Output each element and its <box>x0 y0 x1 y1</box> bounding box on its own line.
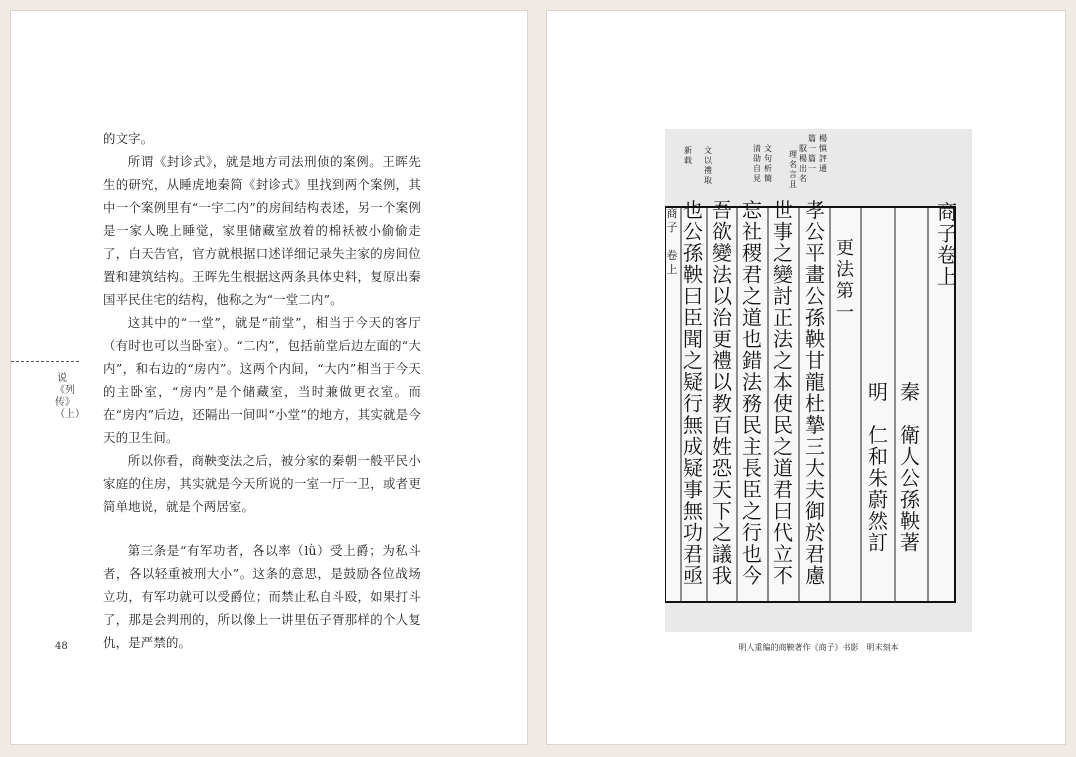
scan-note-glyph: 句 <box>764 154 772 163</box>
scan-note-glyph: 簡 <box>764 174 772 183</box>
scan-glyph: 大 <box>805 456 825 480</box>
scan-marginal-note <box>798 144 807 183</box>
scan-glyph: 民 <box>742 413 762 437</box>
scan-note-glyph: 文 <box>764 144 772 153</box>
scan-glyph: 道 <box>742 305 762 330</box>
scan-glyph: 變 <box>773 262 793 287</box>
scan-glyph: 於 <box>805 520 825 545</box>
scan-note-glyph: 清 <box>753 144 761 153</box>
scan-text-column <box>836 238 855 324</box>
scan-glyph: 稷 <box>742 241 762 265</box>
scan-note-glyph: 以 <box>704 156 712 165</box>
scan-note-glyph: 理 <box>789 150 797 159</box>
scan-glyph: 孫 <box>805 305 825 330</box>
scan-note-glyph: 且 <box>789 180 797 189</box>
scan-note-glyph: 篇 <box>808 134 816 143</box>
scan-glyph: 鞅 <box>683 262 703 287</box>
scan-glyph: 鞅 <box>900 509 920 533</box>
scan-text-column <box>937 200 957 289</box>
scan-note-glyph: 名 <box>799 174 807 183</box>
scan-glyph: 之 <box>683 348 703 373</box>
scan-glyph: 成 <box>683 434 703 459</box>
scan-glyph: 正 <box>773 305 793 330</box>
scan-glyph: 朱 <box>868 466 888 490</box>
scan-glyph: 治 <box>712 305 732 330</box>
scan-glyph: 討 <box>773 284 793 308</box>
scan-glyph: 議 <box>712 542 732 566</box>
scan-glyph: 我 <box>712 563 732 588</box>
scan-glyph: 摯 <box>805 413 825 437</box>
scan-glyph: 以 <box>712 370 732 394</box>
scan-glyph: 使 <box>773 391 793 416</box>
paragraph: 的文字。 <box>103 131 154 146</box>
right-page <box>546 10 1066 745</box>
scan-glyph: 恐 <box>712 456 732 480</box>
scan-glyph: 衛 <box>900 423 920 447</box>
scan-glyph: 之 <box>742 284 762 308</box>
scan-glyph: 教 <box>712 391 732 416</box>
scan-glyph: 疑 <box>683 370 703 394</box>
scan-glyph: 忘 <box>742 198 762 222</box>
scan-glyph: 今 <box>742 563 762 588</box>
scan-text-column <box>683 198 704 588</box>
scan-note-glyph: 一 <box>808 164 816 173</box>
scan-note-glyph: 慎 <box>819 144 827 153</box>
scan-glyph: 夫 <box>805 477 825 502</box>
scan-glyph: 孝 <box>805 198 825 222</box>
scan-glyph: 秦 <box>900 380 920 404</box>
scan-glyph: 公 <box>683 219 703 244</box>
scan-glyph: 一 <box>836 302 854 324</box>
scan-glyph: 下 <box>712 499 732 523</box>
scan-glyph: 無 <box>683 499 703 523</box>
scan-glyph: 君 <box>742 262 762 287</box>
scan-note-glyph: 通 <box>819 164 827 173</box>
scan-glyph: 也 <box>742 327 762 351</box>
scan-glyph: 錯 <box>742 348 762 373</box>
running-head: 说《列传》（上） <box>55 373 85 420</box>
scan-glyph: 公 <box>805 284 825 308</box>
scan-glyph: 社 <box>742 219 762 244</box>
scan-note-glyph: 新 <box>684 146 692 155</box>
scan-glyph: 以 <box>712 284 732 308</box>
paragraph: 所谓《封诊式》，就是地方司法刑侦的案例。王晖先生的研究，从睡虎地秦简《封诊式》里找到两个案例，其中一个案例里有“一宇二内”的房间结构表述，另一个案例是一家人晚上睡觉，家里储藏室放着的棉袄被小偷偷走了，白天告官，官方就根据口述详细记录失主家的房间位置和建筑结构。王晖先生根据这两条具体史料，复原出秦国平民住宅的结构，他称之为“一堂二内”。 <box>103 154 421 307</box>
scan-note-glyph: 言 <box>789 170 797 179</box>
scan-glyph: 人 <box>900 444 920 469</box>
scan-glyph: 蔚 <box>868 487 888 512</box>
scan-glyph: 卷 <box>666 249 678 262</box>
scan-glyph: 孫 <box>900 487 920 512</box>
scan-glyph: 龍 <box>805 370 825 394</box>
scan-glyph: 三 <box>805 434 825 459</box>
scan-glyph: 聞 <box>683 327 703 351</box>
scan-glyph: 百 <box>712 413 732 437</box>
scan-glyph: 代 <box>773 520 793 545</box>
scan-glyph: 平 <box>805 241 825 265</box>
scan-glyph: 更 <box>836 238 854 259</box>
scan-glyph: 行 <box>742 520 762 545</box>
scan-glyph: 上 <box>937 264 957 289</box>
paragraph: 这其中的“一堂”，就是“前堂”，相当于今天的客厅（有时也可以当卧室）。“二内”，包括前堂后边左面的“大内”，和右边的“房内”。这两个内间，“大内”相当于今天的主卧室，“房内”是个储藏室，当时兼做更衣室。而在“房内”后边，还隔出一间叫“小堂”的地方，其实就是今天的卫生间。 <box>103 315 421 445</box>
margin-dotted-rule <box>11 361 79 362</box>
scan-glyph: 臣 <box>683 305 703 330</box>
scan-glyph: 亟 <box>683 563 703 588</box>
scan-glyph: 公 <box>900 466 920 490</box>
scan-glyph: 姓 <box>712 434 732 459</box>
scan-note-glyph: 劭 <box>753 154 761 163</box>
scan-glyph: 君 <box>805 542 825 566</box>
scan-glyph: 第 <box>836 281 854 302</box>
scan-glyph: 疑 <box>683 456 703 480</box>
scan-glyph: 孫 <box>683 241 703 265</box>
scan-glyph: 更 <box>712 327 732 351</box>
scan-glyph: 天 <box>712 477 732 502</box>
scan-glyph: 也 <box>683 198 703 222</box>
scan-glyph: 和 <box>868 444 888 469</box>
scan-glyph: 上 <box>666 263 678 276</box>
scan-glyph: 民 <box>773 413 793 437</box>
scan-note-glyph: 析 <box>764 164 772 173</box>
scan-note-glyph: 自 <box>753 164 761 173</box>
scan-note-glyph: 楊 <box>799 154 807 163</box>
paragraph: 第三条是“有军功者，各以率（lǜ）受上爵；为私斗者，各以轻重被刑大小”。这条的意思，是鼓励各位战场立功，有军功就可以受爵位；而禁止私自斗殴，如果打斗了，那是会判刑的，所以像上一讲里伍子胥那样的个人复仇，是严禁的。 <box>103 543 421 650</box>
body-text <box>103 127 421 654</box>
scan-marginal-note <box>789 150 797 189</box>
scan-glyph: 務 <box>742 391 762 416</box>
scan-glyph: 商 <box>666 207 678 220</box>
scan-glyph: 長 <box>742 456 762 480</box>
scan-text-column <box>711 198 733 588</box>
scan-glyph: 子 <box>666 221 678 234</box>
scan-glyph: 公 <box>805 219 825 244</box>
scan-glyph: 本 <box>773 370 793 394</box>
scan-glyph: 法 <box>836 259 854 281</box>
scan-glyph: 商 <box>937 200 957 224</box>
scan-glyph: 世 <box>773 198 793 222</box>
scan-text-column <box>742 198 763 588</box>
scan-glyph: 御 <box>805 499 825 523</box>
scan-glyph: 杜 <box>805 391 825 416</box>
woodblock-print-illustration <box>665 129 972 632</box>
scan-text-column <box>772 198 794 588</box>
scan-glyph: 不 <box>773 563 793 588</box>
scan-glyph: 法 <box>712 262 732 287</box>
scan-glyph: 事 <box>683 477 703 502</box>
scan-glyph: 之 <box>773 348 793 373</box>
scan-glyph: 欲 <box>712 219 732 244</box>
page-number: 48 <box>55 641 68 652</box>
scan-text-column <box>805 198 826 588</box>
scan-glyph: 之 <box>773 434 793 459</box>
scan-glyph: 仁 <box>868 423 888 447</box>
book-scan-image <box>665 129 972 632</box>
scan-glyph: 吾 <box>712 198 732 222</box>
scan-glyph: 明 <box>868 380 888 404</box>
scan-glyph: 卷 <box>937 243 957 267</box>
scan-glyph: 甘 <box>805 348 825 373</box>
scan-glyph: 曰 <box>773 499 793 523</box>
scan-glyph: 曰 <box>683 284 703 308</box>
scan-note-glyph: 馭 <box>799 144 807 153</box>
scan-note-glyph: 名 <box>789 160 797 169</box>
scan-glyph: 主 <box>742 434 762 459</box>
scan-note-glyph: 出 <box>799 164 807 173</box>
scan-note-glyph: 文 <box>704 146 712 155</box>
scan-glyph: 君 <box>773 477 793 502</box>
scan-glyph: 行 <box>683 391 703 416</box>
scan-glyph: 之 <box>773 241 793 265</box>
scan-glyph: 畫 <box>805 262 825 287</box>
scan-glyph: 訂 <box>868 530 888 555</box>
scan-glyph: 變 <box>712 241 732 265</box>
scan-note-glyph: 楊 <box>819 134 827 143</box>
scan-glyph: 無 <box>683 413 703 437</box>
scan-note-glyph: 評 <box>819 154 827 163</box>
scan-glyph: 事 <box>773 219 793 244</box>
scan-glyph: 臣 <box>742 477 762 502</box>
scan-glyph: 功 <box>683 520 703 545</box>
scan-note-glyph: 一 <box>808 144 816 153</box>
scan-glyph: 子 <box>937 221 957 246</box>
scan-glyph: 之 <box>712 520 732 545</box>
scan-glyph: 法 <box>742 370 762 394</box>
scan-glyph: 君 <box>683 542 703 566</box>
scan-glyph: 鞅 <box>805 327 825 351</box>
scan-glyph: 然 <box>868 509 888 533</box>
scan-glyph: 也 <box>742 542 762 566</box>
scan-note-glyph: 取 <box>704 176 712 185</box>
scan-note-glyph: 見 <box>753 174 761 183</box>
scan-glyph: 法 <box>773 327 793 351</box>
scan-note-glyph: 篇 <box>808 154 816 163</box>
scan-glyph: 禮 <box>712 348 732 373</box>
scan-glyph: 立 <box>773 542 793 566</box>
scan-glyph: 道 <box>773 456 793 480</box>
left-page <box>10 10 528 745</box>
scan-glyph: 著 <box>900 530 920 555</box>
scan-glyph: 之 <box>742 499 762 523</box>
paragraph: 所以你看，商鞅变法之后，被分家的秦朝一般平民小家庭的住房，其实就是今天所说的一室一厅一卫，或者更简单地说，就是个两居室。 <box>103 453 421 514</box>
scan-note-glyph: 载 <box>684 156 692 165</box>
scan-glyph: 慮 <box>805 563 825 588</box>
image-caption: 明人重编的商鞅著作《商子》书影 明末刻本 <box>738 643 899 652</box>
scan-note-glyph: 禮 <box>704 166 712 175</box>
